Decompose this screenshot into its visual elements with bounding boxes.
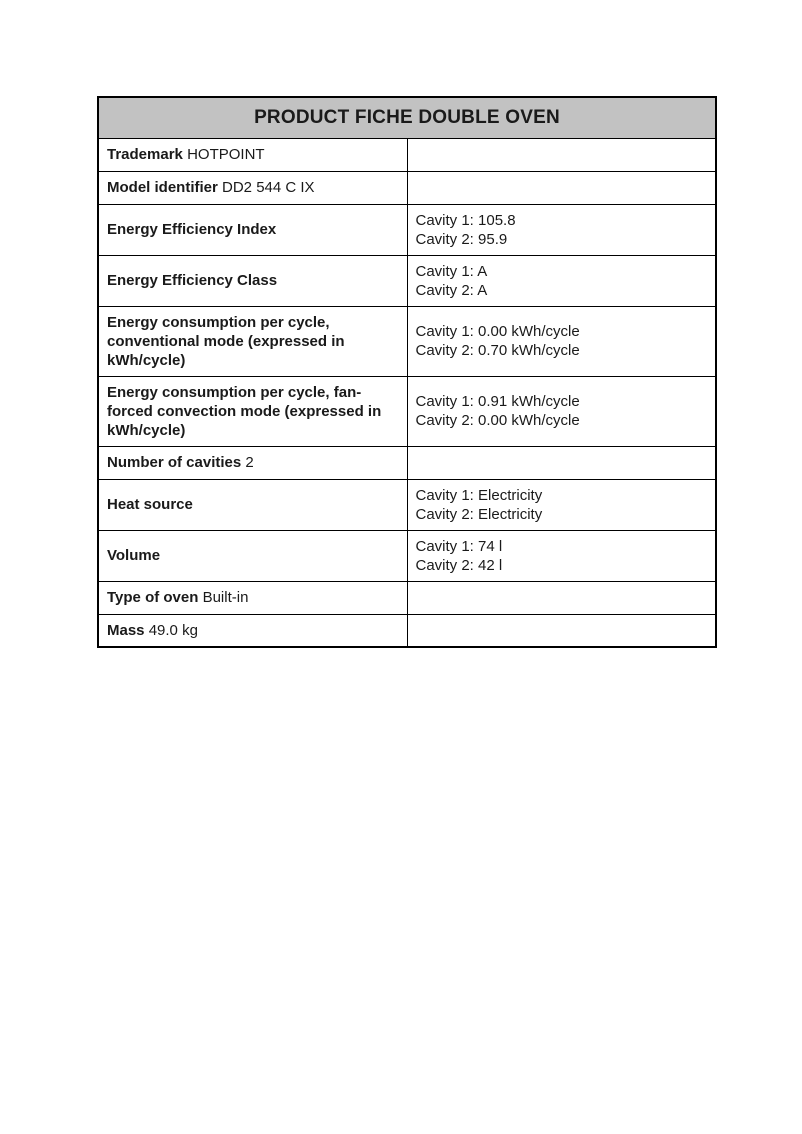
spec-inline-value: 49.0 kg	[148, 621, 198, 639]
spec-label: Trademark	[107, 146, 183, 163]
spec-label: Type of oven	[107, 589, 199, 606]
spec-label: Energy consumption per cycle, fan-forced convection mode (expressed in kWh/cycle)	[107, 383, 382, 439]
spec-value-cell	[407, 138, 716, 171]
spec-label: Energy consumption per cycle, conventional mode (expressed in kWh/cycle)	[107, 313, 345, 369]
spec-label-cell	[98, 446, 407, 479]
table-row-type-of-oven	[98, 581, 716, 614]
cavity2-value: Cavity 2: 0.00 kWh/cycle	[415, 412, 580, 429]
cavity2-value: Cavity 2: 42 l	[415, 556, 503, 574]
table-row-number-of-cavities	[98, 446, 716, 479]
table-row-energy-fan-forced	[98, 376, 716, 446]
spec-value-cell	[407, 306, 716, 376]
cavity2-value: Cavity 2: 95.9	[415, 230, 508, 248]
cavity1-value: Cavity 1: 0.91 kWh/cycle	[415, 393, 580, 410]
spec-value-cell	[407, 171, 716, 204]
spec-label-cell	[98, 530, 407, 581]
spec-value-cell	[407, 479, 716, 530]
spec-label-cell	[98, 171, 407, 204]
table-row-energy-efficiency-index	[98, 204, 716, 255]
table-title: PRODUCT FICHE DOUBLE OVEN	[98, 97, 716, 138]
spec-label: Heat source	[107, 496, 193, 513]
spec-value-cell	[407, 614, 716, 647]
table-row-heat-source	[98, 479, 716, 530]
spec-label-cell	[98, 376, 407, 446]
spec-label-cell	[98, 479, 407, 530]
spec-label-cell	[98, 581, 407, 614]
spec-label: Energy Efficiency Class	[107, 272, 278, 289]
spec-value-cell	[407, 581, 716, 614]
spec-value-cell	[407, 530, 716, 581]
product-fiche-table	[97, 96, 717, 648]
spec-value-cell	[407, 204, 716, 255]
spec-label-cell	[98, 306, 407, 376]
cavity1-value: Cavity 1: A	[415, 262, 488, 280]
table-row-trademark	[98, 138, 716, 171]
table-row-mass	[98, 614, 716, 647]
cavity2-value: Cavity 2: A	[415, 281, 488, 299]
cavity1-value: Cavity 1: 74 l	[415, 537, 503, 555]
spec-label-cell	[98, 138, 407, 171]
cavity1-value: Cavity 1: 0.00 kWh/cycle	[415, 323, 580, 340]
spec-label: Mass	[107, 621, 145, 639]
table-header-row	[98, 97, 716, 138]
table-row-model-identifier	[98, 171, 716, 204]
spec-value-cell	[407, 376, 716, 446]
spec-value-cell	[407, 255, 716, 306]
spec-inline-value: Built-in	[202, 589, 249, 606]
spec-label: Volume	[107, 547, 161, 564]
spec-label-cell	[98, 204, 407, 255]
spec-inline-value: 2	[245, 454, 254, 471]
spec-label-cell	[98, 255, 407, 306]
cavity2-value: Cavity 2: 0.70 kWh/cycle	[415, 342, 580, 359]
cavity2-value: Cavity 2: Electricity	[415, 505, 543, 523]
spec-label: Number of cavities	[107, 454, 242, 471]
cavity1-value: Cavity 1: 105.8	[415, 211, 516, 229]
spec-inline-value: HOTPOINT	[187, 146, 265, 163]
cavity1-value: Cavity 1: Electricity	[415, 486, 543, 504]
spec-label: Energy Efficiency Index	[107, 221, 277, 238]
spec-label: Model identifier	[107, 179, 218, 196]
spec-label-cell	[98, 614, 407, 647]
table-row-volume	[98, 530, 716, 581]
table-row-energy-efficiency-class	[98, 255, 716, 306]
spec-value-cell	[407, 446, 716, 479]
spec-inline-value: DD2 544 C IX	[222, 179, 315, 196]
table-row-energy-conventional	[98, 306, 716, 376]
